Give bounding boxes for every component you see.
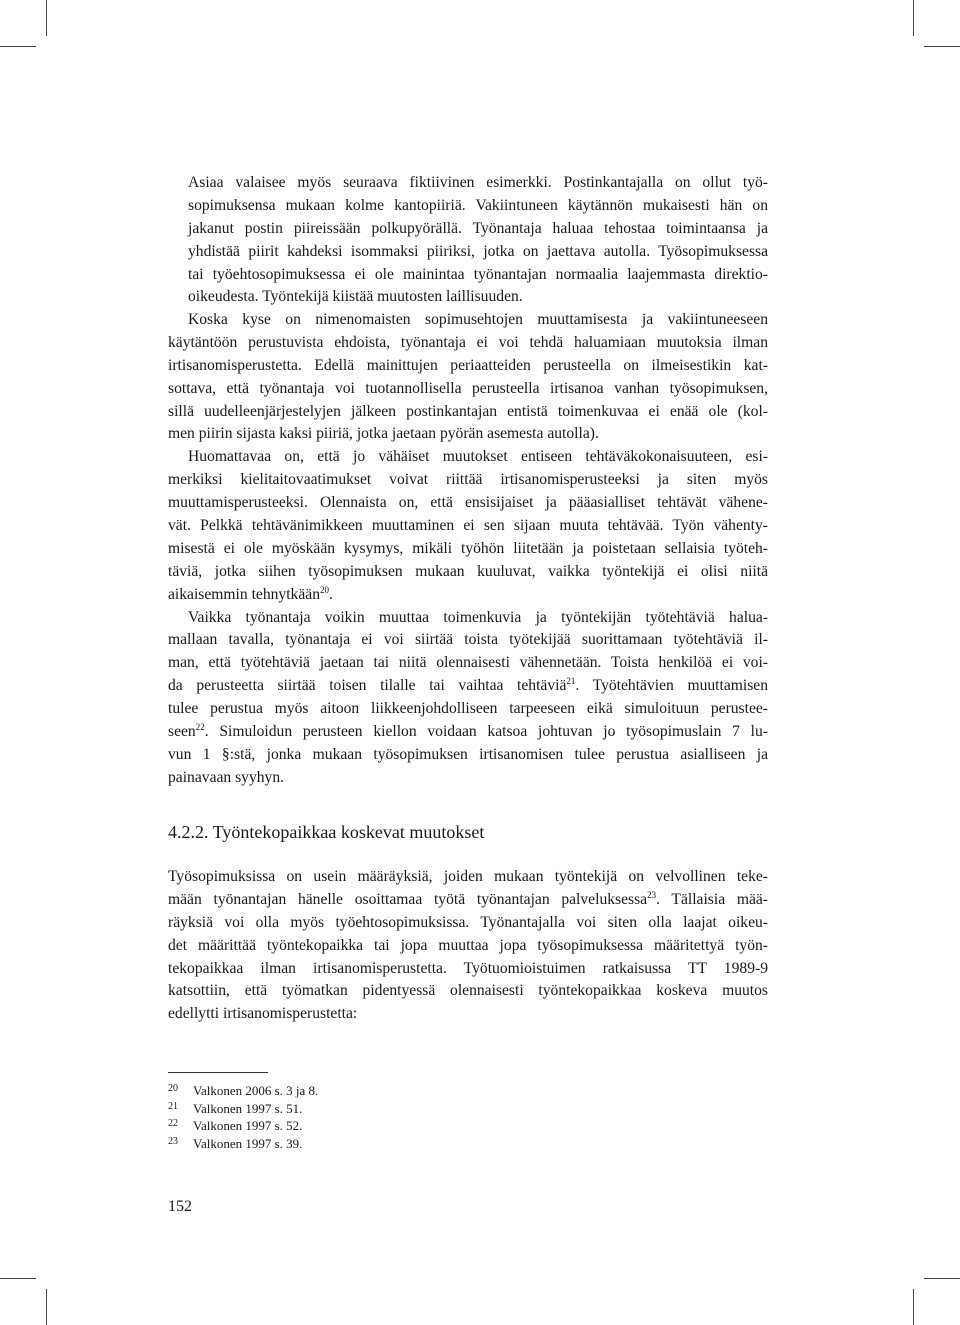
footnote-text: Valkonen 1997 s. 52. bbox=[193, 1118, 303, 1133]
footnote-text: Valkonen 1997 s. 51. bbox=[193, 1100, 303, 1116]
text-line bbox=[168, 721, 768, 744]
footnote-number: 20 bbox=[168, 1083, 178, 1094]
text-line: sillä uudelleenjärjestelyjen jälkeen postinkantajan entistä toimenkuvaa ei enää ole (kol- bbox=[168, 402, 768, 420]
footnote-ref[interactable]: 21 bbox=[566, 676, 576, 687]
text-line: vät. Pelkkä tehtävänimikkeen muuttaminen ei sen sijaan muuta tehtävää. Työn vähenty- bbox=[168, 517, 768, 535]
text-line: Vaikka työnantaja voikin muuttaa toimenkuvia ja työntekijän työtehtäviä halua- bbox=[188, 608, 768, 626]
footnote-number: 21 bbox=[168, 1100, 178, 1112]
text-line: men piirin sijasta kaksi piiriä, jotka jaetaan pyörän asemesta autolla). bbox=[168, 425, 599, 443]
body-text bbox=[168, 309, 768, 790]
footnote-separator bbox=[168, 1072, 268, 1073]
text-line: Työsopimuksissa on usein määräyksiä, joiden mukaan työntekijä on velvollinen teke- bbox=[168, 868, 768, 885]
text-line: sopimuksensa mukaan kolme kantopiiriä. Vakiintuneen käytännön mukaisesti hän on bbox=[188, 196, 768, 214]
crop-mark bbox=[924, 1278, 960, 1279]
footnote bbox=[168, 1098, 318, 1116]
text-segment: . bbox=[329, 585, 333, 603]
text-line: painavaan syyhyn. bbox=[168, 768, 285, 786]
text-line: misestä ei ole myöskään kysymys, mikäli työhön liitetään ja poistetaan sellaisia työteh- bbox=[168, 539, 768, 557]
text-line: vun 1 §:stä, jonka mukaan työsopimuksen irtisanomisen tulee perustua asialliseen ja bbox=[168, 745, 768, 763]
footnote bbox=[168, 1080, 318, 1098]
section-body bbox=[168, 866, 768, 1026]
text-line: merkiksi kielitaitovaatimukset voivat riittää irtisanomisperusteeksi ja siten myös bbox=[168, 471, 768, 489]
text-line: man, että työtehtäviä jaetaan tai niitä olennaisesti vähennetään. Toista henkilöä ei voi- bbox=[168, 654, 768, 672]
text-line bbox=[168, 675, 768, 698]
text-line: yhdistää piirit kahdeksi isommaksi piiriksi, jotka on jaettava autolla. Työsopimuksessa bbox=[188, 242, 768, 260]
text-line: mallaan tavalla, työnantaja ei voi siirtää toista työtekijää suorittamaan työtehtäviä il- bbox=[168, 631, 768, 649]
text-line: Koska kyse on nimenomaisten sopimusehtojen muuttamisesta ja vakiintuneeseen bbox=[188, 311, 768, 328]
crop-mark bbox=[46, 1289, 47, 1325]
text-line: Asiaa valaisee myös seuraava fiktiivinen esimerkki. Postinkantajalla on ollut työ- bbox=[188, 174, 768, 191]
footnote bbox=[168, 1115, 318, 1133]
text-segment: . Tällaisia mää- bbox=[656, 890, 769, 908]
crop-mark bbox=[913, 0, 914, 36]
text-line: täviä, jotka siihen työsopimuksen mukaan kuuluvat, vaikka työntekijä ei olisi niitä bbox=[168, 562, 768, 580]
footnote-text: Valkonen 1997 s. 39. bbox=[193, 1135, 303, 1151]
text-line: irtisanomisperustetta. Edellä mainittujen periaatteiden perusteella on ilmeisestikin kat- bbox=[168, 356, 768, 374]
footnote-ref[interactable]: 20 bbox=[320, 584, 329, 595]
text-line: edellytti irtisanomisperustetta: bbox=[168, 1005, 358, 1023]
footnote bbox=[168, 1133, 318, 1151]
text-line bbox=[168, 889, 768, 912]
text-line: tai työehtosopimuksessa ei ole mainintaa työnantajan normaalia laajemmasta direktio- bbox=[188, 265, 768, 283]
text-segment: da perusteetta siirtää toisen tilalle tai vaihtaa tehtäviä bbox=[168, 677, 567, 695]
text-segment: . Työtehtävien muuttamisen bbox=[575, 677, 768, 695]
text-line: tulee perustua myös aitoon liikkeenjohdolliseen tarpeeseen eikä simuloituun perustee- bbox=[168, 700, 768, 718]
text-segment: aikaisemmin tehnytkään bbox=[168, 585, 320, 603]
text-line bbox=[168, 584, 768, 607]
text-line: det määrittää työntekopaikka tai jopa muuttaa jopa työsopimuksessa määritettyä työn- bbox=[168, 936, 768, 954]
text-line: käytäntöön perustuvista ehdoista, työnantaja ei voi tehdä haluamiaan muutoksia ilman bbox=[168, 333, 768, 351]
crop-mark bbox=[924, 46, 960, 47]
footnote-ref[interactable]: 23 bbox=[647, 889, 657, 900]
footnotes bbox=[168, 1080, 318, 1150]
text-line: Huomattavaa on, että jo vähäiset muutokset entiseen tehtäväkokonaisuuteen, esi- bbox=[188, 448, 768, 466]
text-segment: mään työnantajan hänelle osoittamaa työtä työnantajan palveluksessa bbox=[168, 890, 648, 908]
text-line: räyksiä voi olla myös työehtosopimuksissa. Työnantajalla voi siten olla laajat oikeu- bbox=[168, 913, 768, 931]
crop-mark bbox=[0, 46, 36, 47]
text-segment: . Simuloidun perusteen kiellon voidaan katsoa johtuvan jo työsopimuslain 7 lu- bbox=[204, 723, 768, 741]
text-line: katsottiin, että työmatkan pidentyessä olennaisesti työntekopaikkaa koskeva muutos bbox=[168, 982, 768, 1000]
text-segment: seen bbox=[168, 723, 196, 741]
example-block bbox=[188, 172, 768, 309]
footnote-ref[interactable]: 22 bbox=[195, 722, 205, 733]
text-line: oikeudesta. Työntekijä kiistää muutosten laillisuuden. bbox=[188, 288, 523, 306]
text-line: tekopaikkaa ilman irtisanomisperustetta. Työtuomioistuimen ratkaisussa TT 1989-9 bbox=[168, 959, 768, 977]
footnote-text: Valkonen 2006 s. 3 ja 8. bbox=[193, 1083, 319, 1098]
footnote-number: 23 bbox=[168, 1135, 178, 1147]
crop-mark bbox=[0, 1278, 36, 1279]
text-line: jakanut postin piireissään polkupyörällä. Työnantaja haluaa tehostaa toimintaansa ja bbox=[188, 219, 768, 237]
footnote-number: 22 bbox=[168, 1118, 178, 1129]
page-number: 152 bbox=[168, 1198, 192, 1215]
section-heading: 4.2.2. Työntekopaikkaa koskevat muutokset bbox=[168, 822, 485, 842]
crop-mark bbox=[913, 1289, 914, 1325]
crop-mark bbox=[46, 0, 47, 36]
text-line: sottava, että työnantaja voi tuotannollisella perusteella irtisanoa vanhan työsopimuksen, bbox=[168, 379, 768, 397]
text-line: muuttamisperusteeksi. Olennaista on, että ensisijaiset ja pääasialliset tehtävät vähene- bbox=[168, 494, 768, 512]
